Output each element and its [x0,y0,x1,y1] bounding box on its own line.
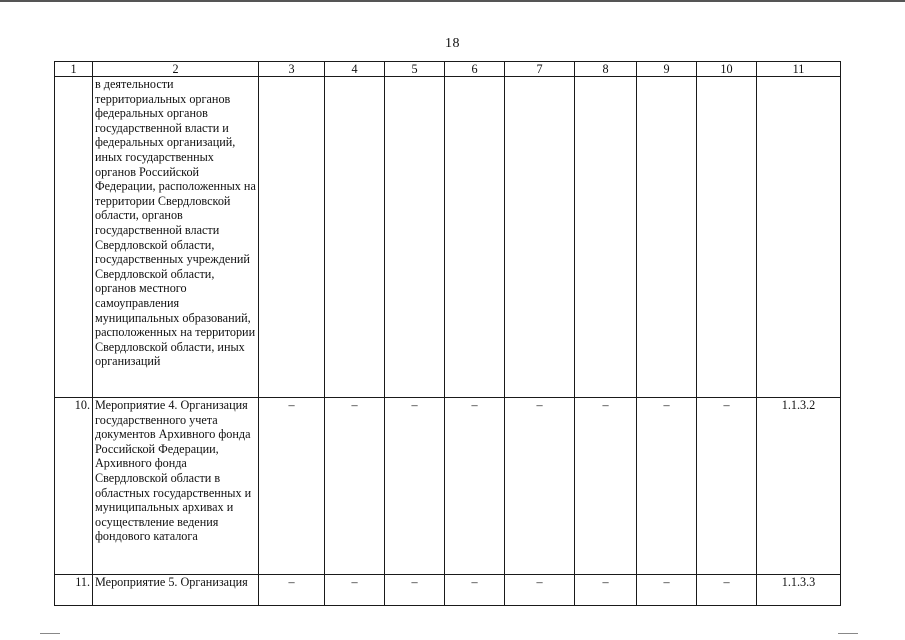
value-cell: – [385,398,445,575]
column-header-3: 3 [259,62,325,77]
value-cell: – [385,575,445,606]
value-cell [385,77,445,398]
value-cell [259,77,325,398]
bottom-scan-mark [40,633,60,634]
row-number: 10. [55,398,93,575]
value-cell [637,77,697,398]
column-header-7: 7 [505,62,575,77]
column-header-1: 1 [55,62,93,77]
value-cell: – [697,398,757,575]
value-cell: – [325,398,385,575]
value-cell [505,77,575,398]
table-row [55,77,841,398]
value-cell: – [259,398,325,575]
program-table [54,61,841,606]
value-cell: – [575,398,637,575]
value-cell: – [637,398,697,575]
value-cell [325,77,385,398]
table-row [55,575,841,606]
column-header-2: 2 [93,62,259,77]
row-description: Мероприятие 5. Организация [93,575,259,606]
column-header-4: 4 [325,62,385,77]
value-cell [445,77,505,398]
column-header-6: 6 [445,62,505,77]
value-cell: – [259,575,325,606]
column-header-8: 8 [575,62,637,77]
row-description: Мероприятие 4. Организация государственного учета документов Архивного фонда Российской Федерации, Архивного фонда Свердловской области в областных государственных и муниципальных архивах и осуществление ведения фондового каталога [93,398,259,575]
value-cell: – [445,575,505,606]
target-code: 1.1.3.3 [757,575,841,606]
column-header-5: 5 [385,62,445,77]
row-number [55,77,93,398]
table-row [55,398,841,575]
value-cell: – [575,575,637,606]
value-cell: – [445,398,505,575]
column-header-10: 10 [697,62,757,77]
value-cell: – [325,575,385,606]
row-number: 11. [55,575,93,606]
header-row [55,62,841,77]
column-header-11: 11 [757,62,841,77]
target-code: 1.1.3.2 [757,398,841,575]
value-cell: – [505,398,575,575]
target-code [757,77,841,398]
value-cell: – [697,575,757,606]
value-cell: – [637,575,697,606]
value-cell [697,77,757,398]
column-header-9: 9 [637,62,697,77]
value-cell: – [505,575,575,606]
row-description: в деятельности территориальных органов федеральных органов государственной власти и федеральных организаций, иных государственных органов Российской Федерации, расположенных на территории Свердловской области, органов государственной власти Свердловской области, государственных учреждений Свердловской области, органов местного самоуправления муниципальных образований, расположенных на территории Свердловской области, иных организаций [93,77,259,398]
bottom-scan-mark [838,633,858,634]
page-number: 18 [445,36,460,51]
top-border-line [0,0,905,2]
value-cell [575,77,637,398]
